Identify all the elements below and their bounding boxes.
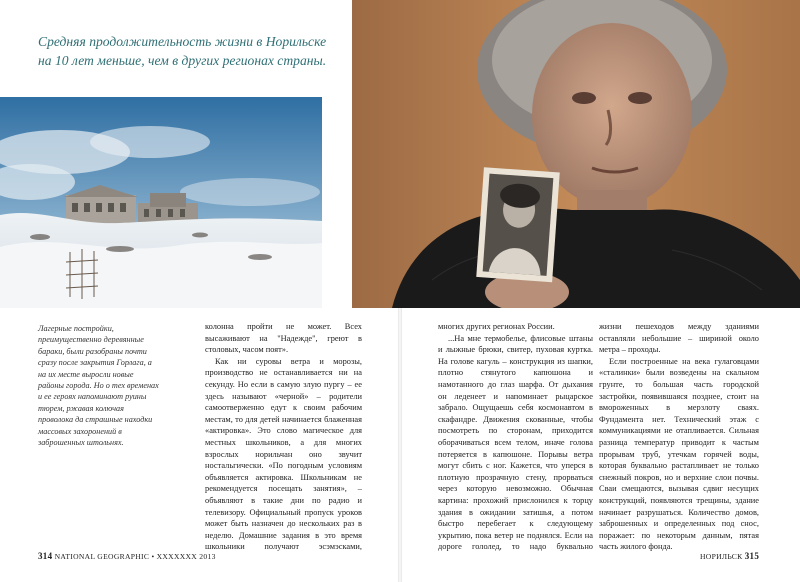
section-name: НОРИЛЬСК	[700, 552, 743, 561]
paragraph: колонна пройти не может. Всех высаживают на "Надежде", греют в столовых, часом поят».	[205, 322, 362, 355]
text-column-1	[205, 321, 362, 551]
paragraph: жизни пешеходов между зданиями оставляли небольшие – шириной около метра – проходы.	[599, 322, 759, 355]
elderly-woman-photo	[352, 0, 800, 308]
text-column-2	[438, 321, 593, 551]
folio-left	[38, 551, 216, 561]
text-column-3	[599, 321, 759, 551]
snowy-ruins-photo	[0, 97, 322, 308]
page-number-right: 315	[744, 551, 760, 561]
magazine-name: NATIONAL GEOGRAPHIC • XXXXXXX 2013	[54, 552, 216, 561]
paragraph: многих других регионах России.	[438, 322, 555, 331]
paragraph: ...На мне термобелье, флисовые штаны и лыжные брюки, свитер, пуховая куртка. На голове кагуль – конструкция из шапки, плотно стянутого капюшона и намотанного до глаз шарфа. От дыхания он леденеет и напоминает рыцарское забрало. Ощущаешь себя космонавтом в скафандре. Движения скованные, чтобы посмотреть по сторонам, приходится оборачиваться всем телом, иначе голова потеряется в капюшоне. Порывы ветра могут сбить с ног. Кажется, что уперся в плотную прозрачную стену, прорваться через которую невозможно. Обычная картина: прохожий прислонился к торцу здания в ожидании затишья, а потом быстро перебегает к следующему укрытию, пока ветер не поднялся. Если на дороге гололед, то надо буквально	[438, 333, 593, 551]
photo-caption: Лагерные постройки, преимущественно деревянные бараки, были разобраны почти сразу после закрытия Горлага, а на их месте выросли новые районы города. Но о тех временах и ее героях напоминают руины тюрем, ржавая колючая проволока да страшные находки массовых захоронений в заброшенных штольнях.	[38, 324, 159, 448]
folio-right	[700, 551, 759, 561]
pull-quote: Средняя продолжительность жизни в Норильске на 10 лет меньше, чем в других регионах страны.	[38, 34, 327, 68]
page-number-left: 314	[38, 551, 53, 561]
paragraph: Если построенные на века гулаговцами «сталинки» были возведены на скальном грунте, то большая часть городской застройки, появившаяся позднее, стоит на вмороженных в мерзлоту сваях. Фундамента нет. Технический этаж с коммуникациями не отапливается. Сильная разница температур приводит к частым прорывам труб, утечкам горячей воды, которая буквально растапливает не только снежный покров, но и верхние слои почвы. Сваи смещаются, вызывая сдвиг несущих конструкций, появляются трещины, здание начинает разрушаться. Количество домов, заброшенных и определенных под снос, поражает: по некоторым данным, пятая часть жилого фонда.	[599, 356, 759, 551]
paragraph: Как ни суровы ветра и морозы, производство не останавливается ни на секунду. Но если в самую злую пургу – ее здесь называют «черной» – родители самоотверженно едут к своим рабочим местам, то для детей начинается блаженная «актировка». Это слово магическое для местных школьников, а для многих взрослых норильчан оно звучит ностальгически. «По погодным условиям объявляется актировка. Школьникам не рекомендуется посещать занятия», – объявляют в такие дни по радио и телевизору. Официальный пропуск уроков может быть назначен до нескольких раз в неделю. Домашние задания в это время школьники получают эсэмэсками,	[205, 356, 362, 551]
